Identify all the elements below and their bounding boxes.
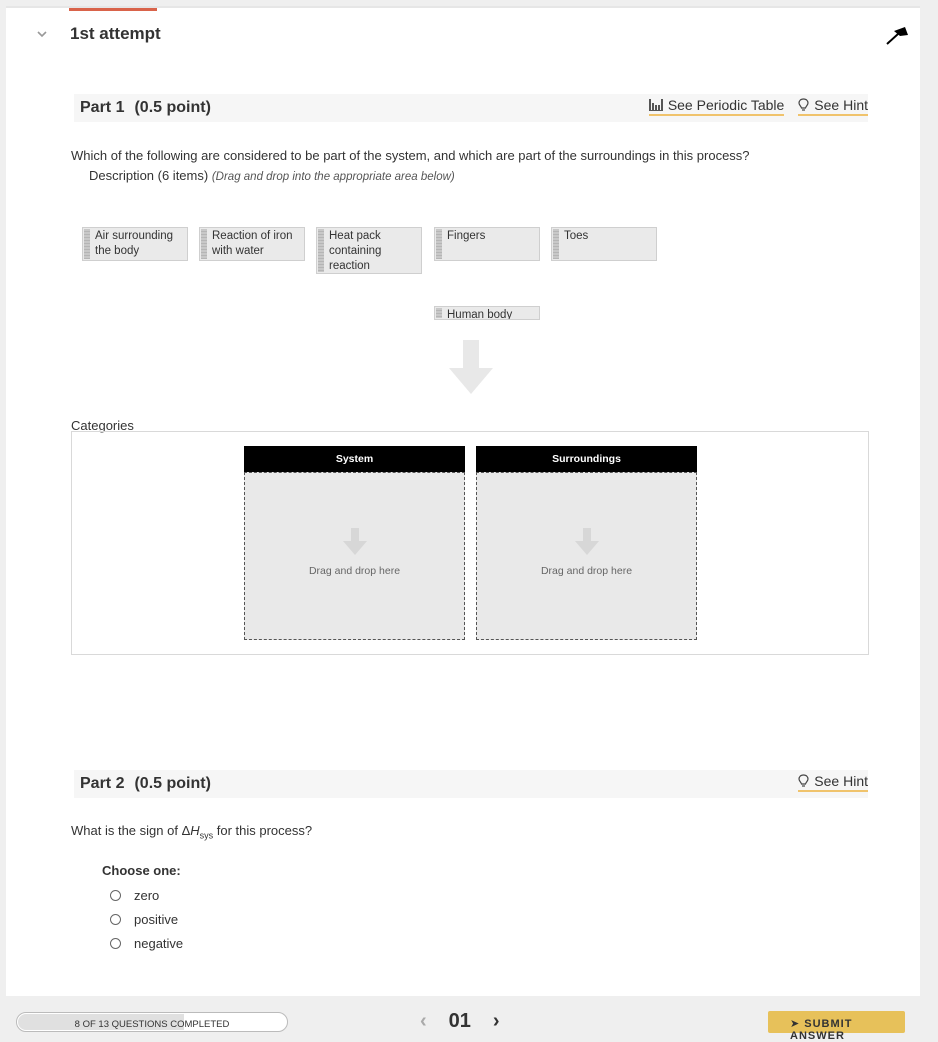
drag-item[interactable]: Fingers <box>434 227 540 261</box>
part2-title: Part 2 (0.5 point) <box>80 775 211 792</box>
choose-one-label: Choose one: <box>102 863 181 878</box>
radio-button[interactable] <box>110 914 121 925</box>
attempt-header[interactable] <box>36 24 161 44</box>
part1-header <box>74 94 868 122</box>
down-arrow-icon <box>449 340 493 398</box>
part2-header <box>74 770 868 798</box>
category-header-surroundings: Surroundings <box>476 446 697 472</box>
submit-answer-button[interactable]: ➤ SUBMIT ANSWER <box>768 1011 905 1033</box>
categories-box <box>71 431 869 655</box>
lightbulb-icon <box>798 98 809 112</box>
periodic-table-icon <box>649 99 663 111</box>
see-hint-link[interactable]: See Hint <box>798 97 868 116</box>
question-number: 01 <box>448 1010 471 1032</box>
drop-zone-text: Drag and drop here <box>540 565 633 577</box>
drag-item[interactable]: Heat pack containing reaction <box>316 227 422 274</box>
progress-text: 8 OF 13 QUESTIONS COMPLETED <box>74 1019 230 1030</box>
radio-button[interactable] <box>110 890 121 901</box>
attempt-card <box>6 6 920 996</box>
progress-indicator <box>16 1012 288 1032</box>
option-label: positive <box>134 912 179 927</box>
part1-title: Part 1 (0.5 point) <box>80 99 211 116</box>
part2-question: What is the sign of $\Delta H_{sys}$ for this process? <box>71 823 313 841</box>
see-periodic-table-link[interactable]: See Periodic Table <box>649 97 784 116</box>
chevron-down-icon[interactable] <box>36 28 48 40</box>
part1-question: Which of the following are considered to be part of the system, and which are part of the surroundings in this process? <box>71 148 750 163</box>
option-label: negative <box>134 936 184 951</box>
option-negative[interactable] <box>110 936 183 951</box>
description-instruction: (Drag and drop into the appropriate area below) <box>211 171 455 183</box>
part2-actions <box>798 773 868 792</box>
pin-icon[interactable] <box>884 24 910 46</box>
drag-item[interactable]: Reaction of iron with water <box>199 227 305 261</box>
drag-item[interactable]: Toes <box>551 227 657 261</box>
drag-item[interactable]: Air surrounding the body <box>82 227 188 261</box>
lightbulb-icon <box>798 774 809 788</box>
option-positive[interactable] <box>110 912 178 927</box>
categories-label: Categories <box>71 418 134 433</box>
attempt-title: 1st attempt <box>70 24 161 43</box>
submit-icon: ➤ <box>790 1018 801 1030</box>
drop-zone-surroundings[interactable] <box>476 472 697 640</box>
previous-question-icon[interactable]: ‹ <box>420 1010 427 1032</box>
question-pager <box>420 1010 500 1033</box>
description-label: Description (6 items) <box>89 168 209 183</box>
attempt-tab-accent <box>69 8 157 11</box>
drop-zone-system[interactable] <box>244 472 465 640</box>
radio-button[interactable] <box>110 938 121 949</box>
drag-item[interactable]: Human body <box>434 306 540 320</box>
drop-arrow-icon <box>343 528 367 556</box>
category-header-system: System <box>244 446 465 472</box>
part1-actions <box>649 97 868 116</box>
drop-arrow-icon <box>575 528 599 556</box>
drop-zone-text: Drag and drop here <box>308 565 401 577</box>
description-header <box>89 168 455 183</box>
option-label: zero <box>134 888 160 903</box>
option-zero[interactable] <box>110 888 159 903</box>
see-hint-link[interactable]: See Hint <box>798 773 868 792</box>
footer-bar <box>0 996 938 1042</box>
next-question-icon[interactable]: › <box>492 1010 500 1032</box>
